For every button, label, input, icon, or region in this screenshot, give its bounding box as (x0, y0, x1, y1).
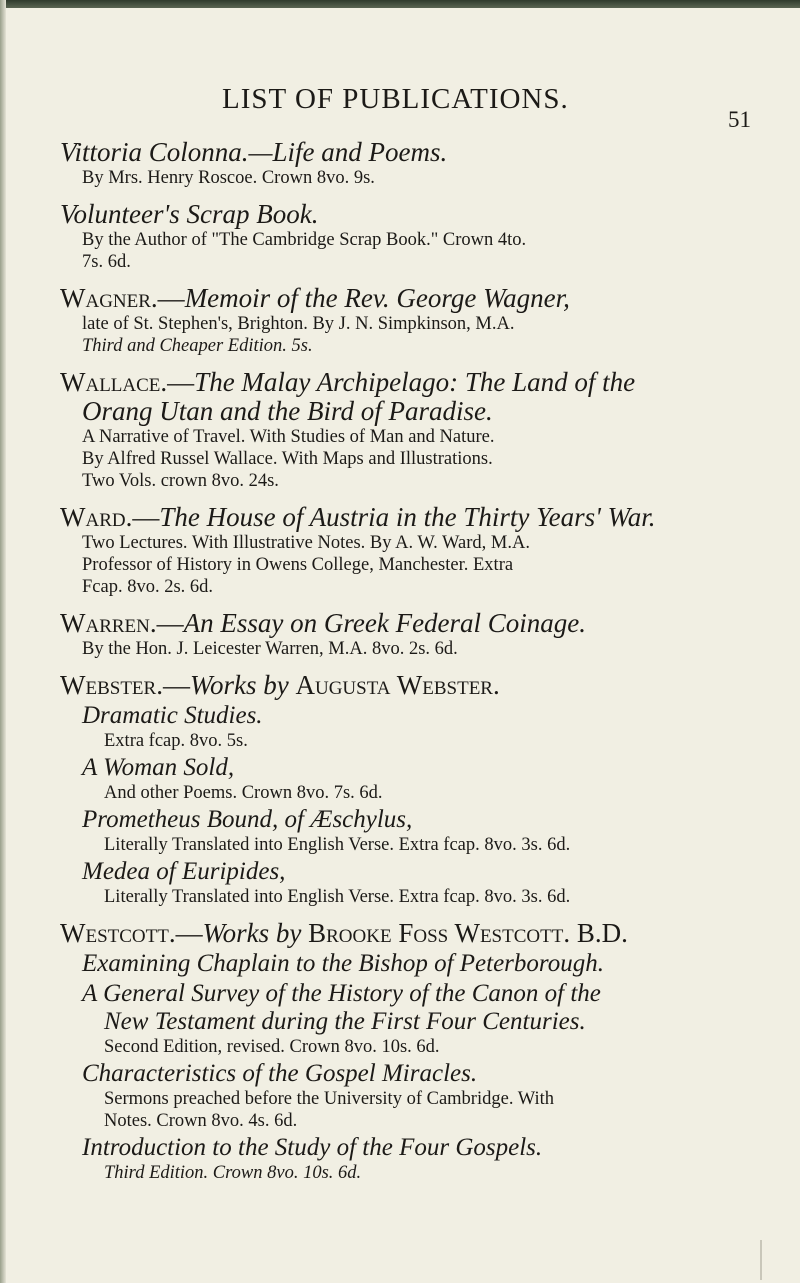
entry-title: The House of Austria in the Thirty Years' War. (159, 502, 656, 532)
sub-entry-title-continued: New Testament during the First Four Centuries. (104, 1008, 586, 1035)
entry-author: Webster.— (60, 670, 190, 700)
sub-entry (82, 1060, 790, 1132)
sub-entry-title: Examining Chaplain to the Bishop of Peterborough. (82, 950, 604, 977)
entry-title: Works by (189, 670, 289, 700)
sub-entry-title: A Woman Sold, (82, 754, 235, 781)
entry-heading (60, 919, 790, 948)
sub-entry (82, 980, 790, 1058)
sub-entry (82, 806, 790, 856)
running-head (60, 83, 790, 132)
sub-entry-detail: Sermons preached before the University of Cambridge. With (104, 1089, 554, 1109)
entry-title-continued: Orang Utan and the Bird of Paradise. (82, 396, 493, 426)
sub-entry-title: Medea of Euripides, (82, 858, 286, 885)
page-top-edge (0, 0, 800, 8)
sub-entry (82, 754, 790, 804)
entry-detail: By Alfred Russel Wallace. With Maps and Illustrations. (82, 449, 493, 469)
entry-detail: By Mrs. Henry Roscoe. Crown 8vo. 9s. (82, 168, 375, 188)
entry-title: Memoir of the Rev. George Wagner, (184, 283, 570, 313)
publication-list (60, 138, 790, 1195)
sub-entry-detail: And other Poems. Crown 8vo. 7s. 6d. (104, 783, 383, 803)
sub-entry (82, 858, 790, 908)
sub-entry-title: A General Survey of the History of the Canon of the (82, 980, 601, 1007)
entry-detail: A Narrative of Travel. With Studies of Man and Nature. (82, 427, 495, 447)
sub-entry-detail: Literally Translated into English Verse. Extra fcap. 8vo. 3s. 6d. (104, 835, 571, 855)
entry-detail: By the Hon. J. Leicester Warren, M.A. 8vo. 2s. 6d. (82, 639, 458, 659)
entry-author: Wallace.— (60, 367, 195, 397)
entry-wallace (60, 368, 790, 492)
entry-detail: late of St. Stephen's, Brighton. By J. N. Simpkinson, M.A. (82, 314, 515, 334)
entry-heading (60, 609, 790, 638)
entry-detail: Fcap. 8vo. 2s. 6d. (82, 577, 214, 597)
entry-author: Ward.— (60, 502, 160, 532)
entry-detail: Two Lectures. With Illustrative Notes. By A. W. Ward, M.A. (82, 533, 530, 553)
entry-heading (60, 368, 790, 397)
entry-title: Works by (202, 918, 302, 948)
entry-westcott (60, 919, 790, 1184)
entry-title: Vittoria Colonna.—Life and Poems. (60, 137, 448, 167)
entry-webster (60, 671, 790, 908)
sub-entry-title: Prometheus Bound, of Æschylus, (82, 806, 413, 833)
entry-detail: 7s. 6d. (82, 252, 131, 272)
entry-by-name: Augusta Webster. (295, 670, 500, 700)
sub-entry-title: Dramatic Studies. (82, 702, 263, 729)
entry-title: Volunteer's Scrap Book. (60, 199, 319, 229)
entry-detail: By the Author of "The Cambridge Scrap Book." Crown 4to. (82, 230, 527, 250)
entry-title: The Malay Archipelago: The Land of the (194, 367, 636, 397)
entry-title: An Essay on Greek Federal Coinage. (183, 608, 587, 638)
entry-author: Warren.— (60, 608, 184, 638)
sub-entry-detail: Third Edition. Crown 8vo. 10s. 6d. (104, 1163, 362, 1183)
entry-author: Westcott.— (60, 918, 203, 948)
running-title: LIST OF PUBLICATIONS. (222, 83, 569, 115)
sub-entry (82, 950, 790, 978)
entry-ward (60, 503, 790, 598)
entry-detail: Professor of History in Owens College, Manchester. Extra (82, 555, 514, 575)
entry-heading (60, 671, 790, 700)
sub-entry-detail: Extra fcap. 8vo. 5s. (104, 731, 248, 751)
sub-entry-detail: Literally Translated into English Verse. Extra fcap. 8vo. 3s. 6d. (104, 887, 571, 907)
entry-volunteer (60, 200, 790, 273)
entry-heading (60, 503, 790, 532)
entry-detail: Third and Cheaper Edition. 5s. (82, 336, 313, 356)
entry-wagner (60, 284, 790, 357)
entry-author: Wagner.— (60, 283, 185, 313)
entry-heading (60, 284, 790, 313)
page-corner-mark (760, 1240, 800, 1280)
entry-by-name: Brooke Foss Westcott. B.D. (308, 918, 628, 948)
entry-warren (60, 609, 790, 660)
sub-entry-title: Introduction to the Study of the Four Gospels. (82, 1134, 543, 1161)
page-number: 51 (728, 107, 751, 132)
sub-entry-detail: Second Edition, revised. Crown 8vo. 10s. 6d. (104, 1037, 440, 1057)
sub-entry-title: Characteristics of the Gospel Miracles. (82, 1060, 478, 1087)
entry-detail: Two Vols. crown 8vo. 24s. (82, 471, 279, 491)
page-binding-edge (0, 0, 6, 1283)
sub-entry-detail: Notes. Crown 8vo. 4s. 6d. (104, 1111, 298, 1131)
entry-colonna (60, 138, 790, 189)
sub-entry (82, 1134, 790, 1184)
sub-entry (82, 702, 790, 752)
